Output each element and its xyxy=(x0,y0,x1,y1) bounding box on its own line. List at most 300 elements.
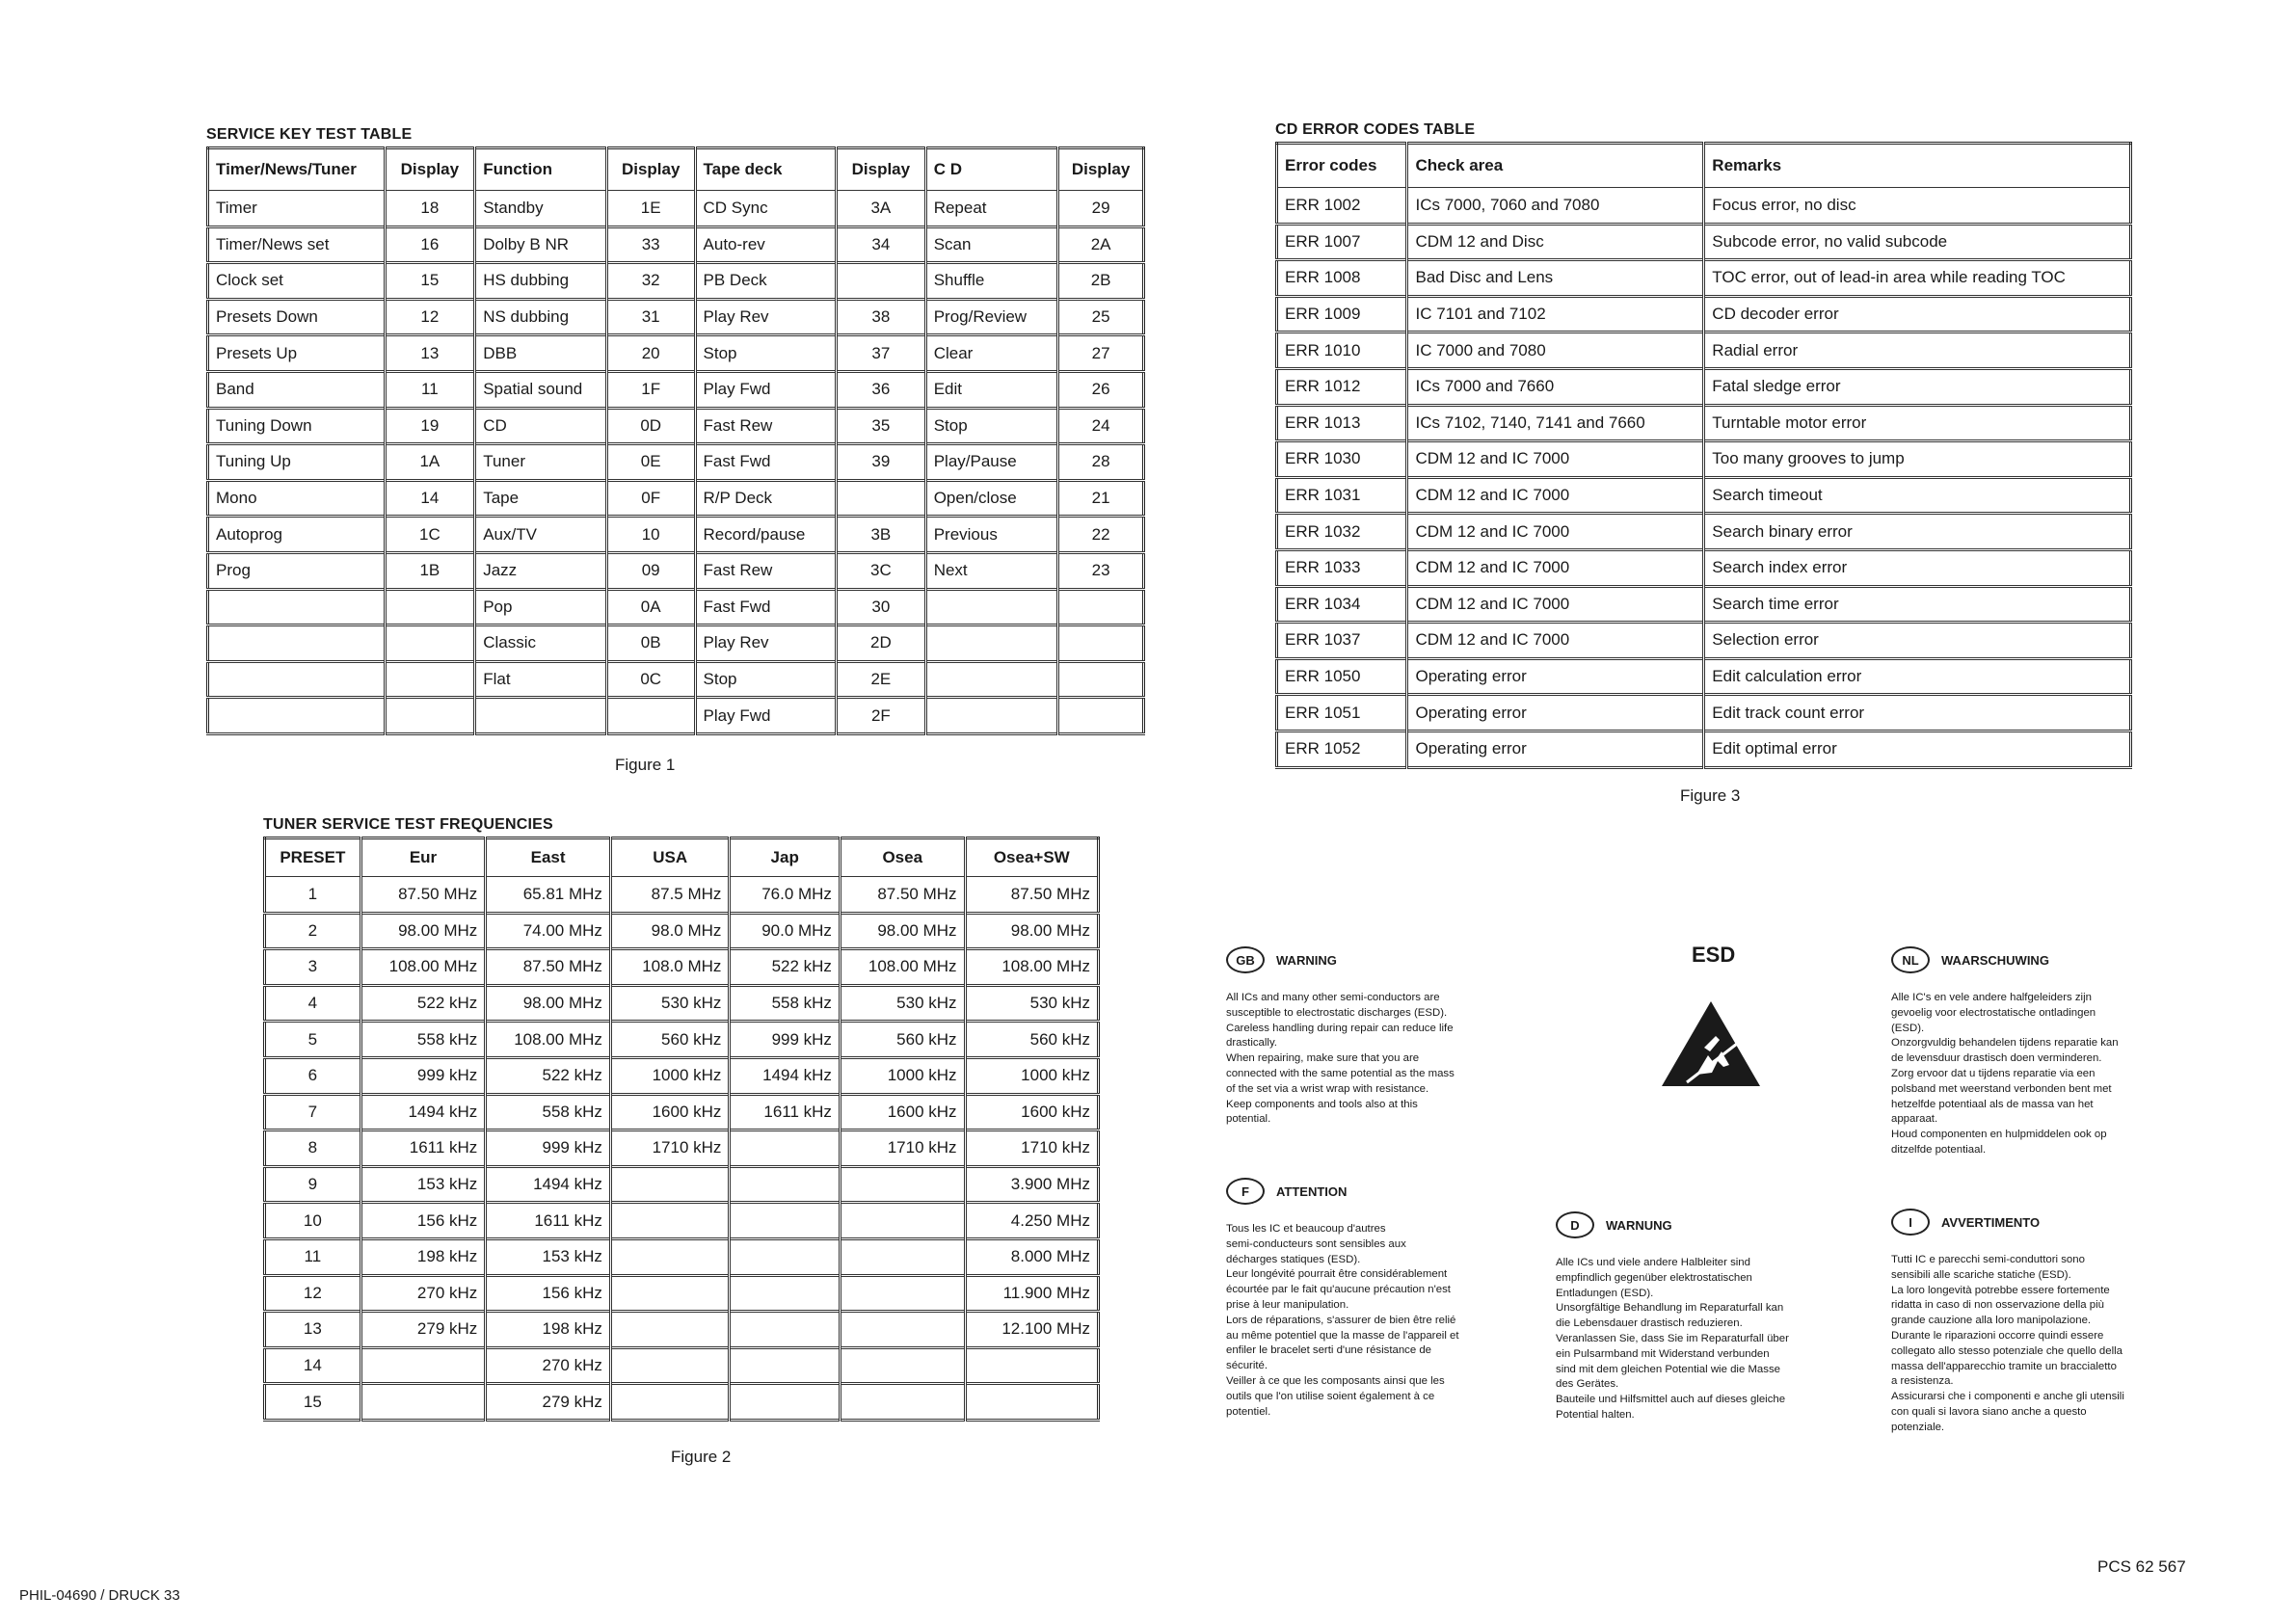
table-row xyxy=(1277,477,2131,514)
nl-badge: NL xyxy=(1891,946,1930,973)
cde-cell: ICs 7000 and 7660 xyxy=(1407,368,1704,405)
skt-cell: Shuffle xyxy=(925,263,1057,300)
table-row xyxy=(265,1057,1099,1094)
cde-cell: Operating error xyxy=(1407,658,1704,695)
tun-cell: 198 kHz xyxy=(360,1238,486,1275)
skt-cell: 24 xyxy=(1058,408,1144,444)
skt-cell: Previous xyxy=(925,517,1057,553)
tun-cell: 279 kHz xyxy=(486,1384,611,1421)
skt-cell: 10 xyxy=(606,517,695,553)
skt-cell: Auto-rev xyxy=(695,226,837,263)
skt-cell: 12 xyxy=(385,299,475,335)
warning-d xyxy=(1556,1211,1864,1423)
tun-cell: 87.50 MHz xyxy=(486,949,611,986)
table-row xyxy=(1277,586,2131,623)
tun-cell: 530 kHz xyxy=(610,985,730,1022)
cde-cell: CDM 12 and IC 7000 xyxy=(1407,477,1704,514)
warning-gb xyxy=(1226,946,1525,1128)
skt-cell: 21 xyxy=(1058,480,1144,517)
tun-cell: 98.00 MHz xyxy=(840,913,965,949)
skt-cell: 35 xyxy=(837,408,926,444)
tun-cell: 12 xyxy=(265,1275,361,1312)
tun-cell: 1600 kHz xyxy=(610,1094,730,1130)
tun-cell: 11 xyxy=(265,1238,361,1275)
skt-cell: Timer xyxy=(208,191,386,227)
skt-cell: 29 xyxy=(1058,191,1144,227)
skt-cell: 0F xyxy=(606,480,695,517)
skt-cell: 13 xyxy=(385,335,475,372)
cde-cell: Operating error xyxy=(1407,695,1704,731)
skt-cell: Fast Rew xyxy=(695,408,837,444)
tun-cell: 87.50 MHz xyxy=(840,877,965,914)
cde-cell: CDM 12 and IC 7000 xyxy=(1407,514,1704,550)
cde-cell: ERR 1050 xyxy=(1277,658,1407,695)
tun-cell: 108.00 MHz xyxy=(840,949,965,986)
skt-cell xyxy=(208,698,386,734)
skt-cell: Aux/TV xyxy=(475,517,607,553)
tun-cell xyxy=(610,1312,730,1348)
skt-cell: 19 xyxy=(385,408,475,444)
table-row xyxy=(208,480,1144,517)
skt-cell: 1B xyxy=(385,552,475,589)
cde-cell: ERR 1002 xyxy=(1277,188,1407,225)
cde-cell: Search index error xyxy=(1704,549,2131,586)
skt-cell: Repeat xyxy=(925,191,1057,227)
skt-cell: Stop xyxy=(925,408,1057,444)
skt-cell: 14 xyxy=(385,480,475,517)
skt-header-cell: Display xyxy=(837,148,926,191)
skt-cell: Timer/News set xyxy=(208,226,386,263)
table-row xyxy=(1277,441,2131,478)
tun-cell: 198 kHz xyxy=(486,1312,611,1348)
tun-cell: 522 kHz xyxy=(486,1057,611,1094)
skt-cell: 34 xyxy=(837,226,926,263)
nl-text: Alle IC's en vele andere halfgeleiders zijn gevoelig voor electrostatische ontladingen (ESD). Onzorgvuldig behandelen tijdens reparatie kan de levensduur drastisch doen verminderen. Zorg ervoor dat u tijdens reparatie via een polsband met weerstand verbonden bent met hetzelfde potentiaal als de massa van het apparaat. Houd componenten en hulpmiddelen ook op ditzelfde potentiaal. xyxy=(1891,992,2119,1156)
tun-header-cell: Jap xyxy=(730,838,841,877)
skt-cell: Dolby B NR xyxy=(475,226,607,263)
skt-cell: 22 xyxy=(1058,517,1144,553)
cde-cell: Too many grooves to jump xyxy=(1704,441,2131,478)
tun-cell xyxy=(840,1203,965,1239)
skt-cell: Scan xyxy=(925,226,1057,263)
tun-cell: 522 kHz xyxy=(730,949,841,986)
tun-cell: 1494 kHz xyxy=(730,1057,841,1094)
tun-cell xyxy=(840,1275,965,1312)
tun-cell: 14 xyxy=(265,1347,361,1384)
tun-cell xyxy=(840,1166,965,1203)
skt-cell: Presets Down xyxy=(208,299,386,335)
skt-cell: Standby xyxy=(475,191,607,227)
tun-cell: 270 kHz xyxy=(360,1275,486,1312)
tun-cell: 76.0 MHz xyxy=(730,877,841,914)
skt-cell: Play Rev xyxy=(695,625,837,662)
tun-cell: 153 kHz xyxy=(486,1238,611,1275)
tun-cell xyxy=(730,1275,841,1312)
skt-cell xyxy=(1058,661,1144,698)
skt-cell: 3C xyxy=(837,552,926,589)
cde-cell: CDM 12 and IC 7000 xyxy=(1407,623,1704,659)
cde-cell: ERR 1051 xyxy=(1277,695,1407,731)
skt-cell: Tuner xyxy=(475,444,607,481)
tun-cell: 156 kHz xyxy=(486,1275,611,1312)
cde-cell: Subcode error, no valid subcode xyxy=(1704,224,2131,260)
tuner-frequencies-table xyxy=(263,837,1100,1422)
skt-cell: Jazz xyxy=(475,552,607,589)
tun-cell xyxy=(610,1166,730,1203)
skt-cell: 15 xyxy=(385,263,475,300)
skt-cell: 1E xyxy=(606,191,695,227)
skt-cell: Tuning Up xyxy=(208,444,386,481)
esd-warning-icon xyxy=(1658,997,1764,1090)
skt-cell: 2E xyxy=(837,661,926,698)
skt-cell: Play Fwd xyxy=(695,698,837,734)
tun-cell: 1494 kHz xyxy=(360,1094,486,1130)
i-text: Tutti IC e parecchi semi-conduttori sono sensibili alle scariche statiche (ESD). La loro longevità potrebbe essere fortemente ridatta in caso di non osservazione della più grande cauzione alla loro manipolazione. Durante le riparazioni occorre quindi essere collegato allo stesso potenziale che quello della massa dell'apparecchio tramite un braccialetto a resistenza. Assicurarsi che i componenti e anche gli utensili con quali si lavora siano anche a questo potenziale. xyxy=(1891,1254,2124,1433)
skt-header-cell: Display xyxy=(385,148,475,191)
skt-cell: Pop xyxy=(475,589,607,625)
table-row xyxy=(1277,188,2131,225)
tun-cell: 156 kHz xyxy=(360,1203,486,1239)
table-row xyxy=(208,299,1144,335)
table-row xyxy=(265,949,1099,986)
table-row xyxy=(208,517,1144,553)
skt-cell: Classic xyxy=(475,625,607,662)
tun-cell xyxy=(840,1238,965,1275)
skt-cell: 38 xyxy=(837,299,926,335)
skt-cell: 1A xyxy=(385,444,475,481)
skt-cell: 26 xyxy=(1058,371,1144,408)
table-row xyxy=(208,625,1144,662)
cde-cell: Edit optimal error xyxy=(1704,731,2131,767)
tun-cell: 3 xyxy=(265,949,361,986)
skt-cell: R/P Deck xyxy=(695,480,837,517)
skt-cell: 0C xyxy=(606,661,695,698)
tun-cell: 560 kHz xyxy=(840,1022,965,1058)
gb-badge: GB xyxy=(1226,946,1265,973)
skt-cell xyxy=(208,625,386,662)
skt-cell: 39 xyxy=(837,444,926,481)
tun-cell: 98.0 MHz xyxy=(610,913,730,949)
skt-cell: Presets Up xyxy=(208,335,386,372)
tun-cell xyxy=(360,1347,486,1384)
table-row xyxy=(265,1275,1099,1312)
tun-cell: 1611 kHz xyxy=(730,1094,841,1130)
tun-cell: 3.900 MHz xyxy=(965,1166,1098,1203)
tun-cell: 1000 kHz xyxy=(965,1057,1098,1094)
skt-cell: 28 xyxy=(1058,444,1144,481)
skt-cell xyxy=(1058,625,1144,662)
table-row xyxy=(1277,260,2131,297)
tun-cell: 8 xyxy=(265,1130,361,1167)
tun-cell: 1 xyxy=(265,877,361,914)
table-row xyxy=(208,661,1144,698)
table-row xyxy=(1277,514,2131,550)
table-row xyxy=(265,1130,1099,1167)
tun-cell xyxy=(730,1130,841,1167)
table-row xyxy=(265,913,1099,949)
d-text: Alle ICs und viele andere Halbleiter sind empfindlich gegenüber elektrostatischen Entladungen (ESD). Unsorgfältige Behandlung im Reparaturfall kan die Lebensdauer drastisch reduzieren. Veranlassen Sie, dass Sie im Reparaturfall über ein Pulsarmband mit Widerstand verbunden sind mit dem gleichen Potential wie die Masse des Gerätes. Bauteile und Hilfsmittel auch auf dieses gleiche Potential halten. xyxy=(1556,1257,1789,1421)
cde-header-cell: Check area xyxy=(1407,144,1704,188)
cde-cell: ERR 1033 xyxy=(1277,549,1407,586)
skt-cell: 16 xyxy=(385,226,475,263)
tun-cell: 12.100 MHz xyxy=(965,1312,1098,1348)
skt-cell: 27 xyxy=(1058,335,1144,372)
skt-cell xyxy=(837,263,926,300)
tun-cell: 87.50 MHz xyxy=(360,877,486,914)
cde-cell: IC 7101 and 7102 xyxy=(1407,296,1704,332)
tun-cell: 108.0 MHz xyxy=(610,949,730,986)
cde-cell: ERR 1013 xyxy=(1277,405,1407,441)
cde-cell: ICs 7102, 7140, 7141 and 7660 xyxy=(1407,405,1704,441)
tun-cell: 1710 kHz xyxy=(840,1130,965,1167)
table-row xyxy=(1277,658,2131,695)
table-row xyxy=(265,1347,1099,1384)
tun-cell: 1600 kHz xyxy=(965,1094,1098,1130)
table-row xyxy=(1277,695,2131,731)
cde-cell: Turntable motor error xyxy=(1704,405,2131,441)
table-row xyxy=(265,1094,1099,1130)
skt-cell xyxy=(606,698,695,734)
tun-cell: 87.50 MHz xyxy=(965,877,1098,914)
tun-cell xyxy=(730,1166,841,1203)
f-title: ATTENTION xyxy=(1276,1183,1348,1199)
table-row xyxy=(208,698,1144,734)
tun-cell: 4.250 MHz xyxy=(965,1203,1098,1239)
cde-cell: CDM 12 and Disc xyxy=(1407,224,1704,260)
tun-cell: 10 xyxy=(265,1203,361,1239)
tun-cell: 1494 kHz xyxy=(486,1166,611,1203)
table-row xyxy=(265,1238,1099,1275)
cde-cell: CDM 12 and IC 7000 xyxy=(1407,441,1704,478)
table-row xyxy=(265,985,1099,1022)
table-row xyxy=(208,589,1144,625)
footer-left: PHIL-04690 / DRUCK 33 xyxy=(19,1587,180,1604)
skt-cell: Record/pause xyxy=(695,517,837,553)
skt-cell xyxy=(925,625,1057,662)
skt-cell: Stop xyxy=(695,661,837,698)
skt-cell: 23 xyxy=(1058,552,1144,589)
skt-cell: Tuning Down xyxy=(208,408,386,444)
cde-cell: ERR 1009 xyxy=(1277,296,1407,332)
skt-cell: Clock set xyxy=(208,263,386,300)
skt-cell xyxy=(837,480,926,517)
tun-cell xyxy=(610,1347,730,1384)
tun-cell xyxy=(840,1384,965,1421)
skt-cell: Open/close xyxy=(925,480,1057,517)
tun-cell: 9 xyxy=(265,1166,361,1203)
cde-cell: ERR 1007 xyxy=(1277,224,1407,260)
cde-header-cell: Error codes xyxy=(1277,144,1407,188)
table-row xyxy=(265,1203,1099,1239)
skt-header-cell: Tape deck xyxy=(695,148,837,191)
skt-cell: 2A xyxy=(1058,226,1144,263)
table-row xyxy=(208,335,1144,372)
skt-cell: CD xyxy=(475,408,607,444)
tuner-table-title: TUNER SERVICE TEST FREQUENCIES xyxy=(263,816,553,833)
cde-cell: Search timeout xyxy=(1704,477,2131,514)
table-row xyxy=(208,552,1144,589)
table-row xyxy=(208,444,1144,481)
cde-cell: ERR 1037 xyxy=(1277,623,1407,659)
skt-cell: Play Rev xyxy=(695,299,837,335)
warning-nl xyxy=(1891,946,2200,1158)
skt-cell: Fast Fwd xyxy=(695,589,837,625)
skt-cell: 0B xyxy=(606,625,695,662)
tun-cell: 558 kHz xyxy=(730,985,841,1022)
skt-cell xyxy=(208,589,386,625)
skt-cell: DBB xyxy=(475,335,607,372)
tun-cell: 8.000 MHz xyxy=(965,1238,1098,1275)
d-badge: D xyxy=(1556,1211,1594,1238)
tun-cell: 270 kHz xyxy=(486,1347,611,1384)
skt-cell: Play Fwd xyxy=(695,371,837,408)
skt-cell: 0A xyxy=(606,589,695,625)
skt-cell: 3A xyxy=(837,191,926,227)
tun-cell: 7 xyxy=(265,1094,361,1130)
table-row xyxy=(1277,224,2131,260)
skt-cell: Mono xyxy=(208,480,386,517)
cde-cell: CDM 12 and IC 7000 xyxy=(1407,586,1704,623)
skt-cell: 1F xyxy=(606,371,695,408)
tun-cell: 1000 kHz xyxy=(610,1057,730,1094)
skt-header-cell: Timer/News/Tuner xyxy=(208,148,386,191)
tun-cell: 15 xyxy=(265,1384,361,1421)
tun-cell: 999 kHz xyxy=(486,1130,611,1167)
gb-text: All ICs and many other semi-conductors are susceptible to electrostatic discharges (ESD). Careless handling during repair can reduce life drastically. When repairing, make sure that you are connected with the same potential as the mass of the set via a wrist wrap with resistance. Keep components and tools also at this potential. xyxy=(1226,992,1455,1126)
i-badge: I xyxy=(1891,1209,1930,1236)
cde-cell: Edit track count error xyxy=(1704,695,2131,731)
cde-cell: CD decoder error xyxy=(1704,296,2131,332)
cde-cell: Search time error xyxy=(1704,586,2131,623)
tun-cell xyxy=(610,1384,730,1421)
tun-header-cell: PRESET xyxy=(265,838,361,877)
tun-cell: 4 xyxy=(265,985,361,1022)
tun-cell: 1710 kHz xyxy=(610,1130,730,1167)
skt-cell: PB Deck xyxy=(695,263,837,300)
figure-2-caption: Figure 2 xyxy=(671,1448,732,1466)
cde-cell: Fatal sledge error xyxy=(1704,368,2131,405)
tun-cell: 74.00 MHz xyxy=(486,913,611,949)
cde-cell: CDM 12 and IC 7000 xyxy=(1407,549,1704,586)
skt-cell: 0E xyxy=(606,444,695,481)
cde-cell: ERR 1012 xyxy=(1277,368,1407,405)
esd-title: ESD xyxy=(1692,943,1736,967)
cde-cell: Selection error xyxy=(1704,623,2131,659)
table-row xyxy=(1277,296,2131,332)
skt-header-cell: Display xyxy=(1058,148,1144,191)
skt-cell: Next xyxy=(925,552,1057,589)
tun-cell: 5 xyxy=(265,1022,361,1058)
tun-cell: 13 xyxy=(265,1312,361,1348)
tun-cell: 1600 kHz xyxy=(840,1094,965,1130)
table-row xyxy=(208,191,1144,227)
tun-header-cell: East xyxy=(486,838,611,877)
tun-cell: 6 xyxy=(265,1057,361,1094)
skt-cell: 09 xyxy=(606,552,695,589)
cde-cell: Focus error, no disc xyxy=(1704,188,2131,225)
table-row xyxy=(265,1022,1099,1058)
skt-cell xyxy=(385,698,475,734)
tun-cell: 999 kHz xyxy=(730,1022,841,1058)
skt-cell xyxy=(1058,698,1144,734)
tun-cell: 560 kHz xyxy=(965,1022,1098,1058)
tun-cell xyxy=(730,1384,841,1421)
table-row xyxy=(265,1166,1099,1203)
skt-cell xyxy=(385,589,475,625)
tun-cell xyxy=(610,1203,730,1239)
tun-header-cell: Osea xyxy=(840,838,965,877)
skt-cell: Fast Rew xyxy=(695,552,837,589)
service-key-table xyxy=(206,146,1145,735)
cde-cell: ICs 7000, 7060 and 7080 xyxy=(1407,188,1704,225)
f-badge: F xyxy=(1226,1178,1265,1205)
skt-cell xyxy=(925,698,1057,734)
skt-cell: Spatial sound xyxy=(475,371,607,408)
tun-cell: 98.00 MHz xyxy=(360,913,486,949)
cde-header-cell: Remarks xyxy=(1704,144,2131,188)
f-text: Tous les IC et beaucoup d'autres semi-conducteurs sont sensibles aux décharges statiques (ESD). Leur longévité pourrait être considérablement écourtée par le fait qu'aucune précaution n'est prise à leur manipulation. Lors de réparations, s'assurer de bien être relié au même potentiel que la masse de l'appareil et enfiler le bracelet serti d'une résistance de sécurité. Veiller à ce que les composants ainsi que les outils que l'on utilise soient également à ce potentiel. xyxy=(1226,1223,1459,1418)
tun-cell: 530 kHz xyxy=(840,985,965,1022)
table-row xyxy=(265,877,1099,914)
skt-cell: Edit xyxy=(925,371,1057,408)
skt-cell: 31 xyxy=(606,299,695,335)
tun-cell: 11.900 MHz xyxy=(965,1275,1098,1312)
skt-cell: Band xyxy=(208,371,386,408)
tun-cell: 1611 kHz xyxy=(360,1130,486,1167)
skt-cell: 37 xyxy=(837,335,926,372)
skt-cell xyxy=(385,625,475,662)
skt-cell: Stop xyxy=(695,335,837,372)
cde-cell: Search binary error xyxy=(1704,514,2131,550)
table-row xyxy=(208,371,1144,408)
tun-cell xyxy=(840,1312,965,1348)
table-row xyxy=(265,1312,1099,1348)
table-row xyxy=(208,226,1144,263)
tun-cell: 530 kHz xyxy=(965,985,1098,1022)
tun-cell: 560 kHz xyxy=(610,1022,730,1058)
tun-cell: 558 kHz xyxy=(360,1022,486,1058)
service-key-table-title: SERVICE KEY TEST TABLE xyxy=(206,126,413,143)
skt-cell: 20 xyxy=(606,335,695,372)
skt-cell: NS dubbing xyxy=(475,299,607,335)
skt-cell xyxy=(925,661,1057,698)
cde-cell: TOC error, out of lead-in area while reading TOC xyxy=(1704,260,2131,297)
tun-cell xyxy=(730,1347,841,1384)
warning-f xyxy=(1226,1178,1525,1420)
table-row xyxy=(1277,405,2131,441)
skt-cell xyxy=(1058,589,1144,625)
skt-header-cell: C D xyxy=(925,148,1057,191)
tun-cell xyxy=(965,1384,1098,1421)
table-row xyxy=(1277,332,2131,369)
tun-header-cell: Eur xyxy=(360,838,486,877)
skt-cell xyxy=(475,698,607,734)
skt-cell: Autoprog xyxy=(208,517,386,553)
tun-cell xyxy=(610,1275,730,1312)
gb-title: WARNING xyxy=(1276,952,1337,968)
skt-cell: Prog/Review xyxy=(925,299,1057,335)
tun-cell: 522 kHz xyxy=(360,985,486,1022)
tun-cell: 2 xyxy=(265,913,361,949)
tun-cell xyxy=(730,1203,841,1239)
cde-cell: ERR 1032 xyxy=(1277,514,1407,550)
warning-i xyxy=(1891,1209,2209,1436)
d-title: WARNUNG xyxy=(1606,1217,1672,1233)
skt-cell: Tape xyxy=(475,480,607,517)
tun-cell: 558 kHz xyxy=(486,1094,611,1130)
skt-cell: Prog xyxy=(208,552,386,589)
skt-cell: CD Sync xyxy=(695,191,837,227)
